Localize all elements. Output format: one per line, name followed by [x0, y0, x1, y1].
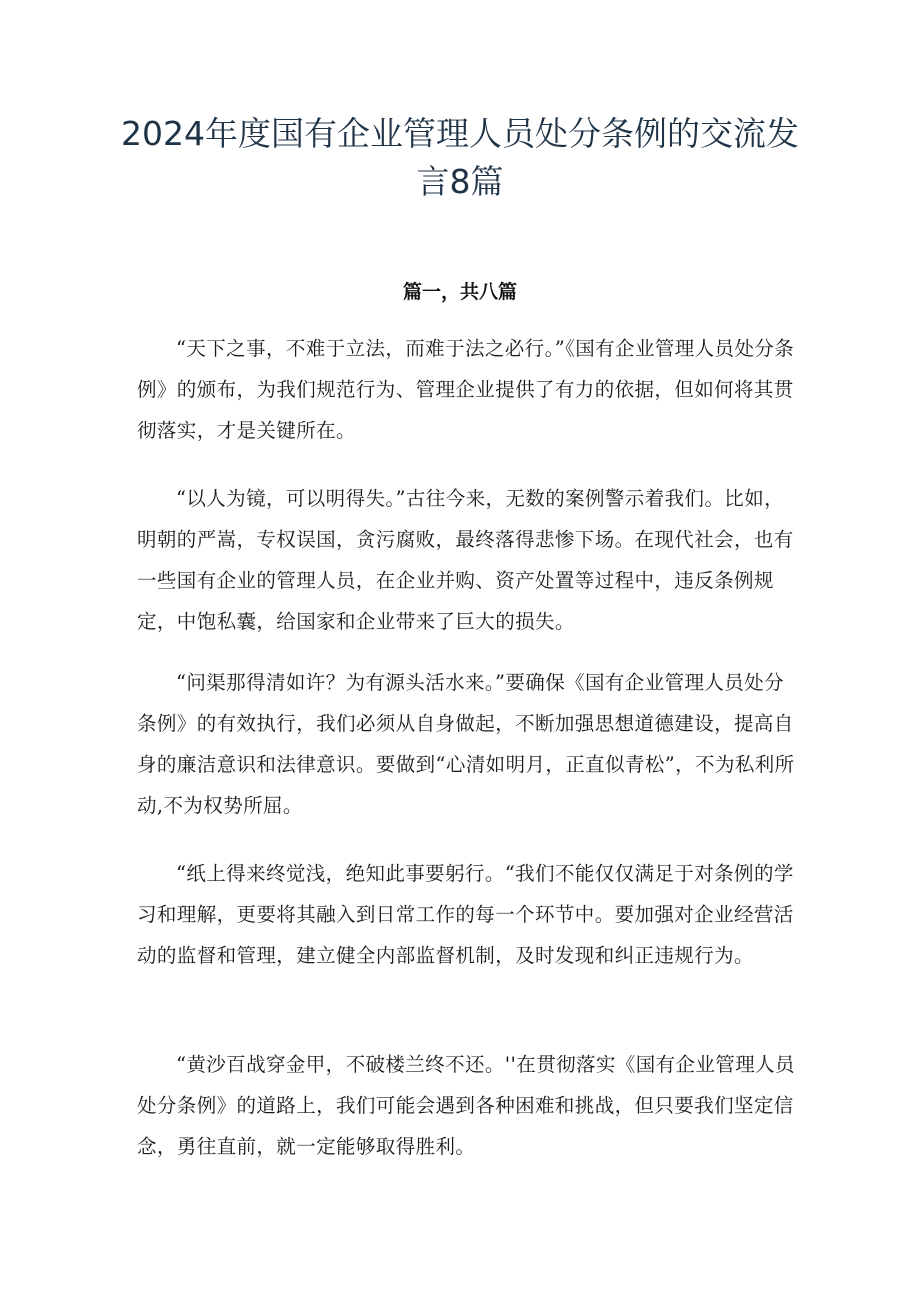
paragraph-1: “天下之事，不难于立法，而难于法之必行。”《国有企业管理人员处分条例》的颁布，为我们规范行为、管理企业提供了有力的依据，但如何将其贯彻落实，才是关键所在。 [137, 337, 795, 442]
paragraph-4: “纸上得来终觉浅，绝知此事要躬行。“我们不能仅仅满足于对条例的学习和理解，更要将其融入到日常工作的每一个环节中。要加强对企业经营活动的监督和管理，建立健全内部监督机制，及时发现和纠正违规行为。 [137, 862, 794, 967]
paragraph-3: “问渠那得清如许？为有源头活水来。”要确保《国有企业管理人员处分条例》的有效执行，我们必须从自身做起，不断加强思想道德建设，提高自身的廉洁意识和法律意识。要做到“心清如明月，正直似青松”，不为私利所动,不为权势所屈。 [137, 671, 795, 817]
section-heading: 篇一，共八篇 [402, 281, 517, 303]
paragraph-5: “黄沙百战穿金甲，不破楼兰终不还。''在贯彻落实《国有企业管理人员处分条例》的道路上，我们可能会遇到各种困难和挑战，但只要我们坚定信念，勇往直前，就一定能够取得胜利。 [137, 1053, 795, 1158]
paragraph-2: “以人为镜，可以明得失。”古往今来，无数的案例警示着我们。比如，明朝的严嵩，专权误国，贪污腐败，最终落得悲惨下场。在现代社会，也有一些国有企业的管理人员，在企业并购、资产处置等过程中，违反条例规定，中饱私囊，给国家和企业带来了巨大的损失。 [137, 487, 794, 633]
document-title: 2024年度国有企业管理人员处分条例的交流发言8篇 [121, 114, 799, 201]
